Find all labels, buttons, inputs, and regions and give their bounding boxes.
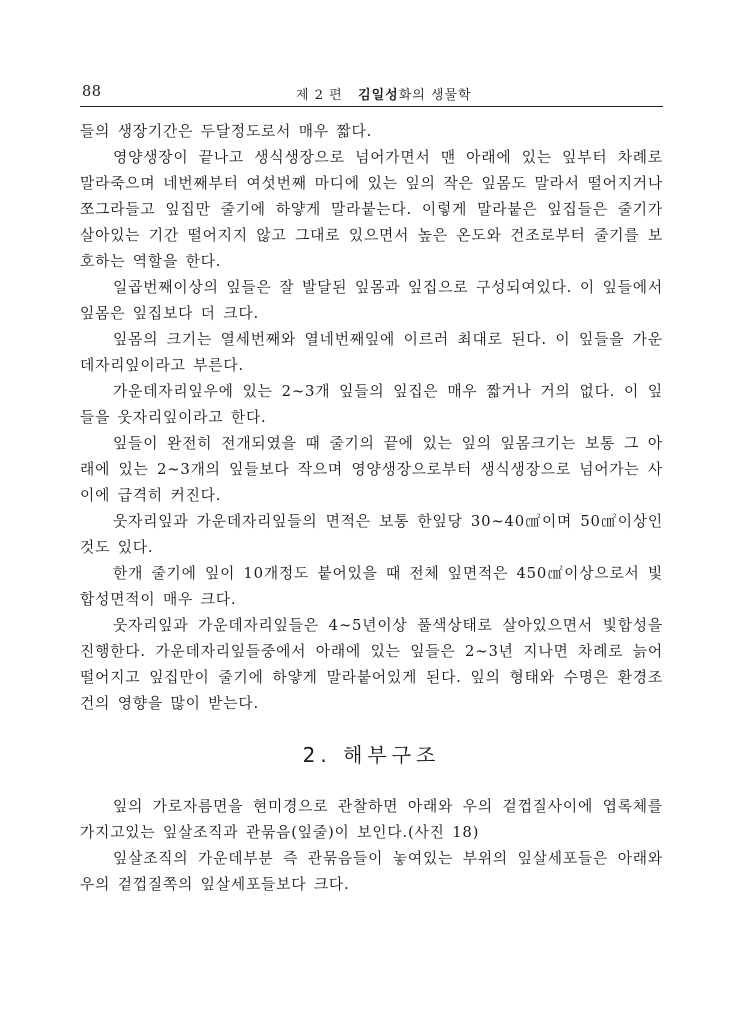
book-page	[80, 80, 663, 898]
part-label: 제 2 편	[296, 88, 343, 103]
paragraph: 잎의 가로자름면을 현미경으로 관찰하면 아래와 우의 겉껍질사이에 엽록체를 가지고있는 잎살조직과 관묶음(잎줄)이 보인다.(사진 18)	[80, 798, 663, 841]
paragraph: 들의 생장기간은 두달정도로서 매우 짧다.	[80, 123, 373, 140]
title-rest: 화의 생물학	[398, 88, 472, 103]
title-name: 김일성	[358, 88, 399, 103]
paragraph: 가운데자리잎우에 있는 2∼3개 잎들의 잎집은 매우 짧거나 거의 없다. 이 잎들을 웃자리잎이라고 한다.	[80, 383, 663, 426]
section-body-text	[80, 794, 663, 898]
body-text	[80, 119, 663, 717]
paragraph: 잎살조직의 가운데부분 즉 관묶음들이 놓여있는 부위의 잎살세포들은 아래와 우의 겉껍질쪽의 잎살세포들보다 크다.	[80, 850, 663, 893]
paragraph: 잎들이 완전히 전개되였을 때 줄기의 끝에 있는 잎의 잎몸크기는 보통 그 아래에 있는 2∼3개의 잎들보다 작으며 영양생장으로부터 생식생장으로 넘어가는 사이에 급격히 커진다.	[80, 435, 663, 504]
paragraph: 잎몸의 크기는 열세번째와 열네번째잎에 이르러 최대로 된다. 이 잎들을 가운데자리잎이라고 부른다.	[80, 331, 663, 374]
paragraph: 한개 줄기에 잎이 10개정도 붙어있을 때 전체 잎면적은 450㎠이상으로서 빛합성면적이 매우 크다.	[80, 565, 663, 608]
page-number: 88	[82, 84, 102, 100]
paragraph: 일곱번째이상의 잎들은 잘 발달된 잎몸과 잎집으로 구성되여있다. 이 잎들에서 잎몸은 잎집보다 더 크다.	[80, 279, 663, 322]
section-heading: 2. 해부구조	[302, 743, 441, 767]
running-title	[296, 84, 472, 103]
paragraph: 영양생장이 끝나고 생식생장으로 넘어가면서 맨 아래에 있는 잎부터 차례로 말라죽으며 네번째부터 여섯번째 마디에 있는 잎의 작은 잎몸도 말라서 떨어지거나 쪼그라들고 잎집만 줄기에 하얗게 말라붙는다. 이렇게 말라붙은 잎집들은 줄기가 살아있는 기간 떨어지지 않고 그대로 있으면서 높은 온도와 건조로부터 줄기를 보호하는 역할을 한다.	[80, 149, 663, 270]
paragraph: 웃자리잎과 가운데자리잎들은 4∼5년이상 풀색상태로 살아있으면서 빛합성을 진행한다. 가운데자리잎들중에서 아래에 있는 잎들은 2∼3년 지나면 차례로 늙어 떨어지고 잎집만이 줄기에 하얗게 말라붙어있게 된다. 잎의 형태와 수명은 환경조건의 영향을 많이 받는다.	[80, 617, 663, 712]
page-header	[80, 80, 663, 107]
paragraph: 웃자리잎과 가운데자리잎들의 면적은 보통 한잎당 30∼40㎠이며 50㎠이상인것도 있다.	[80, 513, 663, 556]
